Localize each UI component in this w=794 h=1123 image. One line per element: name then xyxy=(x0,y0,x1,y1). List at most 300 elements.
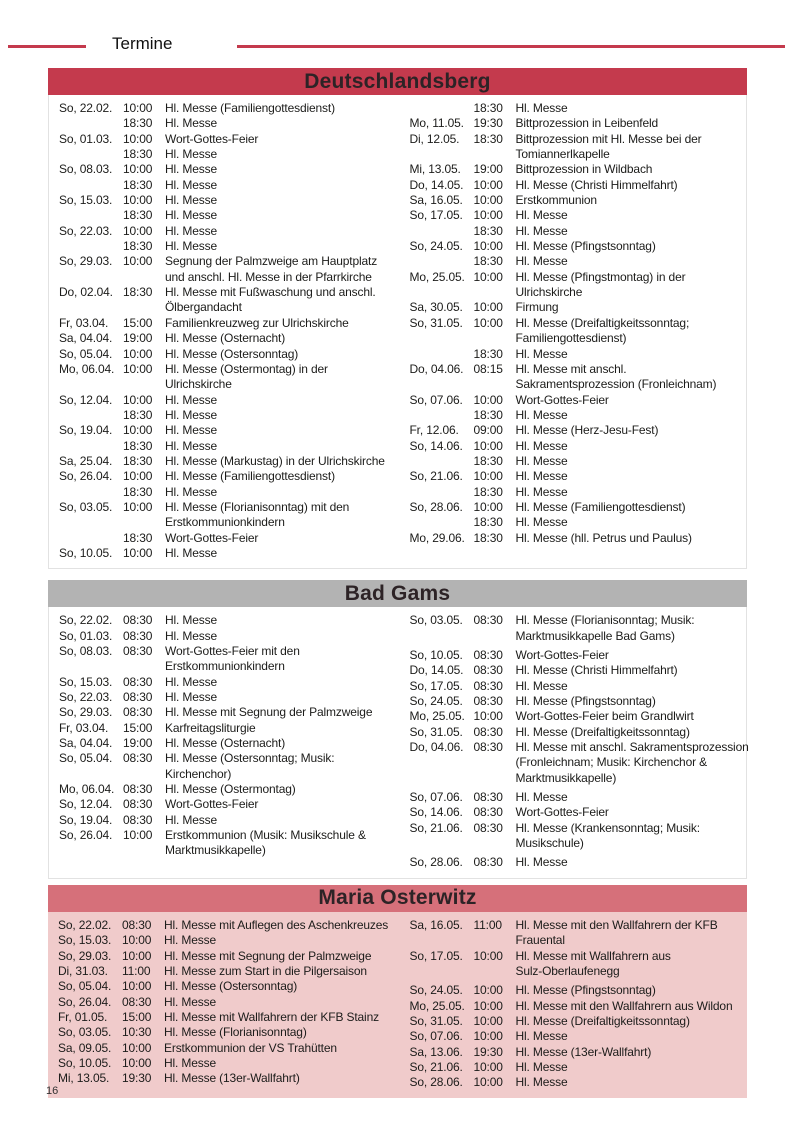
row-time: 19:00 xyxy=(473,162,503,177)
row-date: So, 26.04. xyxy=(59,828,113,843)
row-description xyxy=(165,813,396,828)
description-line: Erstkommunion (Musik: Musikschule & xyxy=(165,828,366,843)
description-line: Hl. Messe (Florianisonntag; Musik: xyxy=(515,613,695,628)
schedule-row xyxy=(410,469,747,484)
description-line: Hl. Messe xyxy=(165,223,217,238)
row-date: So, 12.04. xyxy=(59,392,113,407)
row-description xyxy=(165,393,396,408)
row-date: Mo, 06.04. xyxy=(59,782,115,797)
row-date: So, 03.05. xyxy=(409,613,463,628)
description-line: Hl. Messe xyxy=(165,208,217,223)
description-line: Hl. Messe xyxy=(165,193,217,208)
row-time: 10:00 xyxy=(473,948,503,963)
description-line: Hl. Messe (Pfingstsonntag) xyxy=(515,694,656,709)
description-line: Hl. Messe xyxy=(165,484,217,499)
description-line: Tomiannerlkapelle xyxy=(515,147,610,162)
schedule-row xyxy=(59,782,396,797)
row-date: Sa, 04.04. xyxy=(59,736,113,751)
row-time: 10:00 xyxy=(123,361,153,376)
section-title: Bad Gams xyxy=(48,580,747,607)
row-date: Fr, 03.04. xyxy=(59,720,109,735)
row-time: 10:00 xyxy=(122,1055,152,1070)
description-line: Hl. Messe (Ostersonntag) xyxy=(164,979,298,994)
row-description xyxy=(165,485,396,500)
row-description xyxy=(165,500,396,531)
schedule-column-1 xyxy=(49,613,396,871)
schedule-row xyxy=(59,705,396,720)
row-date: So, 19.04. xyxy=(59,812,113,827)
description-line: Hl. Messe xyxy=(164,994,216,1009)
row-time: 10:00 xyxy=(123,545,153,560)
description-line: Wort-Gottes-Feier xyxy=(165,530,259,545)
row-date: So, 22.02. xyxy=(58,917,112,932)
row-date: Fr, 01.05. xyxy=(58,1009,108,1024)
row-description xyxy=(516,500,747,515)
schedule-row xyxy=(58,1025,396,1040)
row-time: 18:30 xyxy=(123,285,153,300)
row-date xyxy=(59,408,123,423)
schedule-row xyxy=(59,147,396,162)
row-time: 18:30 xyxy=(473,484,503,499)
description-line: Hl. Messe (Ostermontag) in der xyxy=(165,361,328,376)
row-description xyxy=(516,362,747,393)
row-description xyxy=(516,805,747,820)
schedule-row xyxy=(58,979,396,994)
row-date xyxy=(59,208,123,223)
description-line: Ölbergandacht xyxy=(165,300,242,315)
description-line: Frauental xyxy=(515,933,565,948)
description-line: Hl. Messe (Pfingstsonntag) xyxy=(515,239,656,254)
row-time: 10:00 xyxy=(122,979,152,994)
row-time: 18:30 xyxy=(473,223,503,238)
description-line: Hl. Messe mit Fußwaschung und anschl. xyxy=(165,285,376,300)
description-line: Hl. Messe xyxy=(515,1075,568,1090)
schedule-row xyxy=(59,797,396,812)
row-description xyxy=(516,178,747,193)
row-date: Mi, 13.05. xyxy=(409,162,461,177)
schedule-row xyxy=(410,347,747,362)
row-date xyxy=(59,531,123,546)
row-date: Do, 04.06. xyxy=(409,361,464,376)
row-description xyxy=(516,648,747,663)
row-time: 18:30 xyxy=(473,530,503,545)
description-line: Hl. Messe xyxy=(515,790,568,805)
schedule-row xyxy=(410,515,747,530)
row-time: 10:00 xyxy=(123,346,153,361)
row-date: So, 17.05. xyxy=(409,208,463,223)
row-date: So, 10.05. xyxy=(409,648,463,662)
description-line: Hl. Messe (Familiengottesdienst) xyxy=(165,469,335,484)
row-description xyxy=(516,1075,748,1090)
description-line: Hl. Messe (Familiengottesdienst) xyxy=(515,499,686,514)
schedule-row xyxy=(410,454,747,469)
description-line: Hl. Messe xyxy=(165,162,217,177)
schedule-row xyxy=(59,224,396,239)
description-line: Hl. Messe xyxy=(515,855,568,870)
description-line: Erstkommunion xyxy=(515,193,597,208)
row-date: So, 12.04. xyxy=(59,797,113,812)
row-time: 10:00 xyxy=(473,1029,503,1044)
description-line: Erstkommunionkindern xyxy=(165,515,285,530)
row-date: So, 08.03. xyxy=(59,644,113,658)
schedule-row xyxy=(59,101,396,116)
row-time: 08:15 xyxy=(473,361,503,376)
row-description xyxy=(165,675,396,690)
row-date: So, 26.04. xyxy=(59,469,113,484)
description-line: Karfreitagsliturgie xyxy=(165,720,256,735)
row-description xyxy=(516,193,747,208)
row-time: 08:30 xyxy=(473,678,503,693)
row-description xyxy=(165,362,396,393)
row-time: 15:00 xyxy=(123,720,153,735)
row-time: 19:00 xyxy=(123,736,153,751)
schedule-row xyxy=(59,116,396,131)
row-description xyxy=(165,178,396,193)
schedule-row xyxy=(410,316,747,347)
description-line: Hl. Messe mit Wallfahrern der KFB Stainz xyxy=(164,1009,379,1024)
row-date: So, 01.03. xyxy=(59,131,113,146)
description-line: Hl. Messe xyxy=(165,423,217,438)
row-time: 19:00 xyxy=(123,331,153,346)
row-description xyxy=(516,208,747,223)
description-line: Hl. Messe xyxy=(515,453,568,468)
row-description xyxy=(164,1010,396,1025)
row-description xyxy=(516,515,747,530)
description-line: Hl. Messe mit den Wallfahrern der KFB xyxy=(515,917,718,932)
row-date xyxy=(410,515,474,530)
row-time: 18:30 xyxy=(123,453,153,468)
row-description xyxy=(516,454,747,469)
row-description xyxy=(165,454,396,469)
row-time: 08:30 xyxy=(123,674,153,689)
schedule-row xyxy=(59,690,396,705)
row-date: So, 17.05. xyxy=(409,678,463,693)
description-line: Hl. Messe xyxy=(515,1029,568,1044)
description-line: Hl. Messe xyxy=(165,628,217,643)
schedule-row xyxy=(59,132,396,147)
schedule-row xyxy=(410,1014,748,1029)
description-line: Bittprozession in Wildbach xyxy=(515,162,653,177)
schedule-row xyxy=(59,613,396,628)
row-time: 10:00 xyxy=(473,177,503,192)
row-description xyxy=(165,423,396,438)
description-line: Hl. Messe xyxy=(165,690,217,705)
row-time: 10:00 xyxy=(473,392,503,407)
schedule-row xyxy=(59,439,396,454)
row-time: 10:00 xyxy=(123,423,153,438)
row-description xyxy=(165,629,396,644)
description-line: Hl. Messe mit Segnung der Palmzweige xyxy=(165,705,373,720)
row-description xyxy=(165,439,396,454)
row-description xyxy=(165,116,396,131)
section-body xyxy=(48,912,747,1098)
schedule-row xyxy=(59,408,396,423)
row-description xyxy=(516,694,747,709)
schedule-row xyxy=(410,999,748,1014)
row-time: 08:30 xyxy=(473,790,503,805)
schedule-row xyxy=(59,454,396,469)
description-line: Familienkreuzweg zur Ulrichskirche xyxy=(165,315,349,330)
row-time: 08:30 xyxy=(473,694,503,709)
schedule-row xyxy=(410,983,748,998)
row-time: 08:30 xyxy=(123,782,153,797)
description-line: Hl. Messe xyxy=(165,177,217,192)
schedule-row xyxy=(59,751,396,782)
row-date: So, 05.04. xyxy=(59,751,113,766)
schedule-row xyxy=(59,362,396,393)
row-date: So, 05.04. xyxy=(58,979,112,994)
description-line: Sakramentsprozession (Fronleichnam) xyxy=(515,377,717,392)
row-description xyxy=(165,751,396,782)
row-date: So, 07.06. xyxy=(409,790,463,805)
row-date xyxy=(59,485,123,500)
row-date xyxy=(410,408,474,423)
row-date: So, 26.04. xyxy=(58,994,112,1009)
row-description xyxy=(165,316,396,331)
description-line: Bittprozession in Leibenfeld xyxy=(515,116,659,131)
row-description xyxy=(516,983,748,998)
schedule-row xyxy=(410,300,747,315)
row-description xyxy=(164,964,396,979)
row-date: So, 28.06. xyxy=(409,855,463,870)
row-date xyxy=(410,224,474,239)
row-description xyxy=(516,855,747,870)
description-line: Hl. Messe (Osternacht) xyxy=(165,331,286,346)
schedule-row xyxy=(410,663,747,678)
description-line: Hl. Messe xyxy=(515,223,568,238)
row-description xyxy=(516,393,747,408)
row-description xyxy=(516,408,747,423)
schedule-row xyxy=(59,500,396,531)
schedule-row xyxy=(410,613,747,644)
row-description xyxy=(516,999,748,1014)
row-date: So, 29.03. xyxy=(59,705,113,720)
description-line: Hl. Messe xyxy=(515,208,568,223)
description-line: Hl. Messe xyxy=(165,613,217,628)
row-description xyxy=(516,918,748,949)
row-time: 10:00 xyxy=(123,254,153,269)
description-line: Hl. Messe xyxy=(165,116,217,131)
row-description xyxy=(165,147,396,162)
schedule-row xyxy=(59,347,396,362)
schedule-row xyxy=(410,270,747,301)
row-description xyxy=(165,721,396,736)
row-time: 08:30 xyxy=(473,805,503,820)
schedule-row xyxy=(58,933,396,948)
description-line: Hl. Messe xyxy=(164,1055,216,1070)
schedule-row xyxy=(410,1060,748,1075)
row-date: Mo, 25.05. xyxy=(409,998,465,1013)
description-line: Musikschule) xyxy=(515,836,584,851)
row-description xyxy=(164,933,396,948)
row-date: So, 14.06. xyxy=(409,805,463,820)
row-description xyxy=(516,790,747,805)
row-time: 10:00 xyxy=(473,1075,503,1090)
row-time: 10:00 xyxy=(473,499,503,514)
row-description xyxy=(165,224,396,239)
row-date: Do, 14.05. xyxy=(409,177,464,192)
description-line: Marktmusikkapelle) xyxy=(165,843,266,858)
row-time: 10:00 xyxy=(123,499,153,514)
description-line: Hl. Messe xyxy=(515,1059,568,1074)
schedule-row xyxy=(410,101,747,116)
row-time: 15:00 xyxy=(122,1009,152,1024)
row-date: So, 21.06. xyxy=(409,1059,463,1074)
row-time: 10:00 xyxy=(473,1013,503,1028)
row-description xyxy=(165,162,396,177)
description-line: Hl. Messe xyxy=(515,515,568,530)
row-time: 18:30 xyxy=(123,116,153,131)
row-time: 18:30 xyxy=(123,484,153,499)
schedule-row xyxy=(58,1041,396,1056)
row-date: Sa, 25.04. xyxy=(59,453,113,468)
description-line: Wort-Gottes-Feier xyxy=(165,797,259,812)
schedule-row xyxy=(410,193,747,208)
row-description xyxy=(516,162,747,177)
row-date: So, 07.06. xyxy=(409,392,463,407)
schedule-row xyxy=(410,694,747,709)
row-time: 10:00 xyxy=(123,131,153,146)
row-time: 10:00 xyxy=(473,438,503,453)
row-date: Sa, 09.05. xyxy=(58,1040,112,1055)
schedule-row xyxy=(59,208,396,223)
row-description xyxy=(516,613,747,644)
description-line: Hl. Messe xyxy=(515,469,568,484)
schedule-row xyxy=(59,485,396,500)
schedule-row xyxy=(410,740,747,786)
description-line: Hl. Messe (Markustag) in der Ulrichskirche xyxy=(165,453,385,468)
schedule-row xyxy=(410,393,747,408)
row-time: 18:30 xyxy=(473,407,503,422)
description-line: Hl. Messe xyxy=(515,101,568,115)
row-description xyxy=(165,469,396,484)
schedule-row xyxy=(410,790,747,805)
description-line: Hl. Messe (Herz-Jesu-Fest) xyxy=(515,423,659,438)
schedule-row xyxy=(410,679,747,694)
row-description xyxy=(516,101,747,116)
row-description xyxy=(516,270,747,301)
row-date: Mo, 25.05. xyxy=(409,709,465,724)
row-date: Mi, 13.05. xyxy=(58,1071,110,1086)
row-date: Do, 02.04. xyxy=(59,285,113,300)
row-description xyxy=(164,1025,396,1040)
description-line: Hl. Messe (Osternacht) xyxy=(165,736,286,751)
schedule-row xyxy=(410,949,748,980)
description-line: Hl. Messe (Ostersonntag) xyxy=(165,346,299,361)
description-line: Erstkommunionkindern xyxy=(165,659,285,674)
row-time: 10:00 xyxy=(123,193,153,208)
description-line: Bittprozession mit Hl. Messe bei der xyxy=(515,131,702,146)
row-description xyxy=(516,132,747,163)
schedule-row xyxy=(59,629,396,644)
schedule-row xyxy=(410,725,747,740)
row-time: 19:30 xyxy=(473,116,503,131)
row-date xyxy=(410,485,474,500)
schedule-row xyxy=(410,178,747,193)
row-time: 08:30 xyxy=(122,994,152,1009)
schedule-row xyxy=(59,193,396,208)
row-time: 18:30 xyxy=(473,453,503,468)
schedule-row xyxy=(58,1056,396,1071)
row-date: So, 29.03. xyxy=(58,948,112,963)
description-line: Ulrichskirche xyxy=(165,377,232,392)
schedule-row xyxy=(410,254,747,269)
schedule-row xyxy=(410,805,747,820)
row-time: 08:30 xyxy=(473,724,503,739)
row-time: 19:30 xyxy=(473,1044,503,1059)
description-line: Hl. Messe mit Wallfahrern aus xyxy=(515,948,671,963)
row-date: So, 14.06. xyxy=(409,438,463,453)
description-line: Erstkommunion der VS Trahütten xyxy=(164,1040,337,1055)
row-description xyxy=(165,285,396,316)
row-time: 10:00 xyxy=(473,983,503,998)
description-line: Hl. Messe xyxy=(165,438,217,453)
row-description xyxy=(165,613,396,628)
schedule-column-2 xyxy=(396,918,748,1091)
row-description xyxy=(165,705,396,720)
description-line: Hl. Messe xyxy=(515,484,568,499)
description-line: Kirchenchor) xyxy=(165,766,232,781)
row-date: Sa, 30.05. xyxy=(409,300,463,315)
description-line: Hl. Messe (Krankensonntag; Musik: xyxy=(515,820,700,835)
description-line: Hl. Messe (Dreifaltigkeitssonntag) xyxy=(515,724,690,739)
row-date: So, 22.02. xyxy=(59,101,113,115)
row-date: Fr, 03.04. xyxy=(59,315,109,330)
row-time: 18:30 xyxy=(123,147,153,162)
row-date: So, 15.03. xyxy=(59,674,113,689)
row-description xyxy=(164,1071,396,1086)
schedule-row xyxy=(410,485,747,500)
section-title: Maria Osterwitz xyxy=(48,885,747,912)
schedule-row xyxy=(410,648,747,663)
schedule-row xyxy=(59,254,396,285)
row-time: 10:00 xyxy=(473,998,503,1013)
row-time: 10:00 xyxy=(122,948,152,963)
row-description xyxy=(516,485,747,500)
row-date: So, 21.06. xyxy=(409,469,463,484)
schedule-row xyxy=(410,855,747,870)
row-time: 18:30 xyxy=(473,515,503,530)
description-line: Hl. Messe xyxy=(165,239,217,254)
row-date xyxy=(59,239,123,254)
schedule-row xyxy=(410,821,747,852)
row-time: 18:30 xyxy=(473,254,503,269)
description-line: und anschl. Hl. Messe in der Pfarrkirche xyxy=(165,269,372,284)
row-description xyxy=(164,1056,396,1071)
description-line: Hl. Messe (Christi Himmelfahrt) xyxy=(515,177,678,192)
section-title: Deutschlandsberg xyxy=(48,68,747,95)
row-description xyxy=(516,239,747,254)
row-time: 10:00 xyxy=(123,223,153,238)
row-date: So, 17.05. xyxy=(409,948,463,963)
schedule-row xyxy=(59,828,396,859)
row-time: 08:30 xyxy=(123,644,153,658)
row-date xyxy=(410,454,474,469)
schedule-row xyxy=(59,531,396,546)
row-time: 18:30 xyxy=(473,131,503,146)
row-time: 10:00 xyxy=(123,101,153,115)
row-description xyxy=(165,239,396,254)
schedule-row xyxy=(410,1075,748,1090)
row-date: Sa, 04.04. xyxy=(59,331,113,346)
row-time: 10:00 xyxy=(473,315,503,330)
row-date: Mo, 06.04. xyxy=(59,361,115,376)
description-line: Hl. Messe (13er-Wallfahrt) xyxy=(515,1044,652,1059)
description-line: Hl. Messe xyxy=(165,147,217,162)
schedule-column-2 xyxy=(396,101,747,561)
row-description xyxy=(165,546,396,561)
row-description xyxy=(516,224,747,239)
